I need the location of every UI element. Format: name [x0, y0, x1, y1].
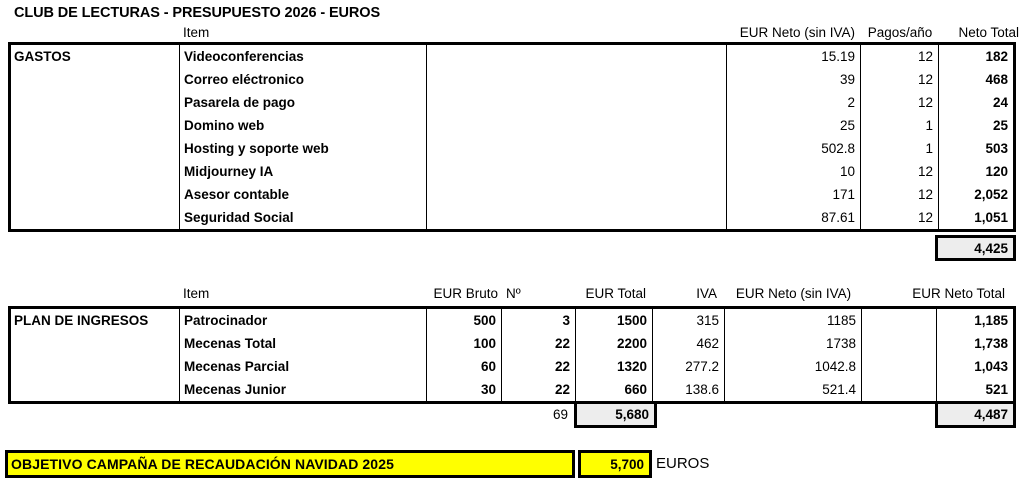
- cell-eur-neto-total: 1,738: [974, 336, 1008, 351]
- cell-eur-neto-total: 521: [985, 382, 1008, 397]
- cell-iva: 315: [653, 309, 725, 332]
- campaign-banner-label: OBJETIVO CAMPAÑA DE RECAUDACIÓN NAVIDAD 2025: [5, 450, 575, 478]
- cell-iva: 462: [653, 332, 725, 355]
- ingresos-header-eur-neto: EUR Neto (sin IVA): [735, 286, 852, 301]
- cell-pagos-ano: 12: [861, 91, 939, 114]
- cell-pagos-ano: 1: [861, 137, 939, 160]
- cell-eur-neto-total: 1,043: [974, 359, 1008, 374]
- gastos-header-pagos: Pagos/año: [867, 25, 933, 40]
- ingresos-table-row: [11, 309, 1013, 332]
- cell-section-spacer: [11, 355, 180, 378]
- cell-numero: 22: [502, 378, 576, 401]
- cell-empty: [427, 183, 727, 206]
- gastos-table-row: [11, 91, 1013, 114]
- cell-eur-total: 2200: [576, 332, 653, 355]
- cell-pagos-ano: 12: [861, 183, 939, 206]
- cell-numero: 22: [502, 332, 576, 355]
- gastos-header-item: Item: [183, 25, 210, 40]
- ingresos-table-row: [11, 378, 1013, 401]
- cell-empty: [427, 114, 727, 137]
- cell-pagos-ano: 12: [861, 160, 939, 183]
- cell-item: Seguridad Social: [180, 206, 427, 229]
- campaign-target-value-cell: 5,700: [578, 450, 652, 478]
- cell-eur-neto-total: 1,185: [974, 313, 1008, 328]
- cell-empty: [427, 137, 727, 160]
- cell-section-spacer: [11, 160, 180, 183]
- cell-eur-bruto: 60: [427, 355, 502, 378]
- cell-eur-neto: 1042.8: [725, 355, 862, 378]
- page-title: CLUB DE LECTURAS - PRESUPUESTO 2026 - EUROS: [14, 5, 381, 21]
- cell-eur-neto: 10: [727, 160, 861, 183]
- cell-pagos-ano: 12: [861, 206, 939, 229]
- gastos-table-row: [11, 45, 1013, 68]
- cell-item: Correo eléctronico: [180, 68, 427, 91]
- cell-numero: 22: [502, 355, 576, 378]
- cell-empty: [427, 68, 727, 91]
- gastos-table-row: [11, 160, 1013, 183]
- cell-section-spacer: [11, 206, 180, 229]
- cell-empty: [427, 91, 727, 114]
- ingresos-table-row: [11, 332, 1013, 355]
- gastos-total-cell: 4,425: [935, 235, 1016, 261]
- cell-eur-bruto: 30: [427, 378, 502, 401]
- cell-item: Patrocinador: [180, 309, 427, 332]
- cell-item: Mecenas Junior: [180, 378, 427, 401]
- ingresos-table-row: [11, 355, 1013, 378]
- cell-eur-total: 660: [576, 378, 653, 401]
- cell-neto-total: 25: [992, 118, 1008, 133]
- cell-item: Midjourney IA: [180, 160, 427, 183]
- cell-eur-total: 1320: [576, 355, 653, 378]
- campaign-unit-label: EUROS: [656, 455, 710, 472]
- cell-eur-neto: 87.61: [727, 206, 861, 229]
- ingresos-header-item: Item: [183, 286, 210, 301]
- cell-empty: [427, 45, 727, 68]
- gastos-section-label: GASTOS: [14, 49, 71, 64]
- ingresos-rows: [11, 309, 1013, 401]
- cell-section-spacer: [11, 332, 180, 355]
- cell-pagos-ano: 12: [861, 45, 939, 68]
- cell-eur-bruto: 500: [427, 309, 502, 332]
- cell-numero: 3: [502, 309, 576, 332]
- cell-section-spacer: [11, 114, 180, 137]
- cell-pagos-ano: 1: [861, 114, 939, 137]
- cell-eur-neto: 502.8: [727, 137, 861, 160]
- gastos-table-row: [11, 206, 1013, 229]
- cell-empty: [427, 160, 727, 183]
- cell-neto-total: 2,052: [974, 187, 1008, 202]
- gastos-table-row: [11, 183, 1013, 206]
- cell-section-spacer: [11, 68, 180, 91]
- ingresos-header-eur-total: EUR Total: [585, 286, 646, 301]
- cell-section-spacer: [11, 183, 180, 206]
- cell-item: Domino web: [180, 114, 427, 137]
- cell-neto-total: 468: [985, 72, 1008, 87]
- gastos-table: [8, 42, 1016, 232]
- cell-empty: [862, 378, 937, 401]
- cell-neto-total: 120: [985, 164, 1008, 179]
- cell-eur-total: 1500: [576, 309, 653, 332]
- cell-eur-neto: 171: [727, 183, 861, 206]
- cell-item: Hosting y soporte web: [180, 137, 427, 160]
- ingresos-header-numero: Nº: [506, 286, 521, 301]
- cell-eur-neto: 2: [727, 91, 861, 114]
- cell-item: Asesor contable: [180, 183, 427, 206]
- cell-empty: [862, 332, 937, 355]
- cell-item: Videoconferencias: [180, 45, 427, 68]
- cell-empty: [427, 206, 727, 229]
- cell-neto-total: 1,051: [974, 210, 1008, 225]
- ingresos-total-neto-cell: 4,487: [935, 401, 1016, 428]
- cell-eur-neto: 39: [727, 68, 861, 91]
- cell-pagos-ano: 12: [861, 68, 939, 91]
- gastos-header-neto-total: Neto Total: [958, 25, 1019, 40]
- cell-eur-neto: 15.19: [727, 45, 861, 68]
- cell-eur-bruto: 100: [427, 332, 502, 355]
- ingresos-total-eur-cell: 5,680: [574, 401, 657, 428]
- cell-section-spacer: [11, 137, 180, 160]
- cell-neto-total: 503: [985, 141, 1008, 156]
- cell-neto-total: 182: [985, 49, 1008, 64]
- cell-item: Mecenas Total: [180, 332, 427, 355]
- gastos-table-row: [11, 114, 1013, 137]
- cell-eur-neto: 1185: [725, 309, 862, 332]
- cell-empty: [862, 355, 937, 378]
- ingresos-header-iva: IVA: [696, 286, 717, 301]
- cell-item: Pasarela de pago: [180, 91, 427, 114]
- cell-iva: 138.6: [653, 378, 725, 401]
- gastos-rows: [11, 45, 1013, 229]
- cell-empty: [862, 309, 937, 332]
- cell-iva: 277.2: [653, 355, 725, 378]
- gastos-table-row: [11, 68, 1013, 91]
- cell-eur-neto: 521.4: [725, 378, 862, 401]
- cell-neto-total: 24: [992, 95, 1008, 110]
- cell-section-spacer: [11, 91, 180, 114]
- gastos-header-eur-neto: EUR Neto (sin IVA): [739, 25, 855, 40]
- ingresos-section-label: PLAN DE INGRESOS: [14, 313, 149, 328]
- cell-item: Mecenas Parcial: [180, 355, 427, 378]
- ingresos-header-eur-bruto: EUR Bruto: [433, 286, 498, 301]
- cell-eur-neto: 25: [727, 114, 861, 137]
- ingresos-total-numero: 69: [552, 407, 568, 422]
- gastos-table-row: [11, 137, 1013, 160]
- cell-section-spacer: [11, 378, 180, 401]
- cell-eur-neto: 1738: [725, 332, 862, 355]
- ingresos-table: [8, 306, 1016, 404]
- ingresos-header-eur-neto-total: EUR Neto Total: [912, 286, 1005, 301]
